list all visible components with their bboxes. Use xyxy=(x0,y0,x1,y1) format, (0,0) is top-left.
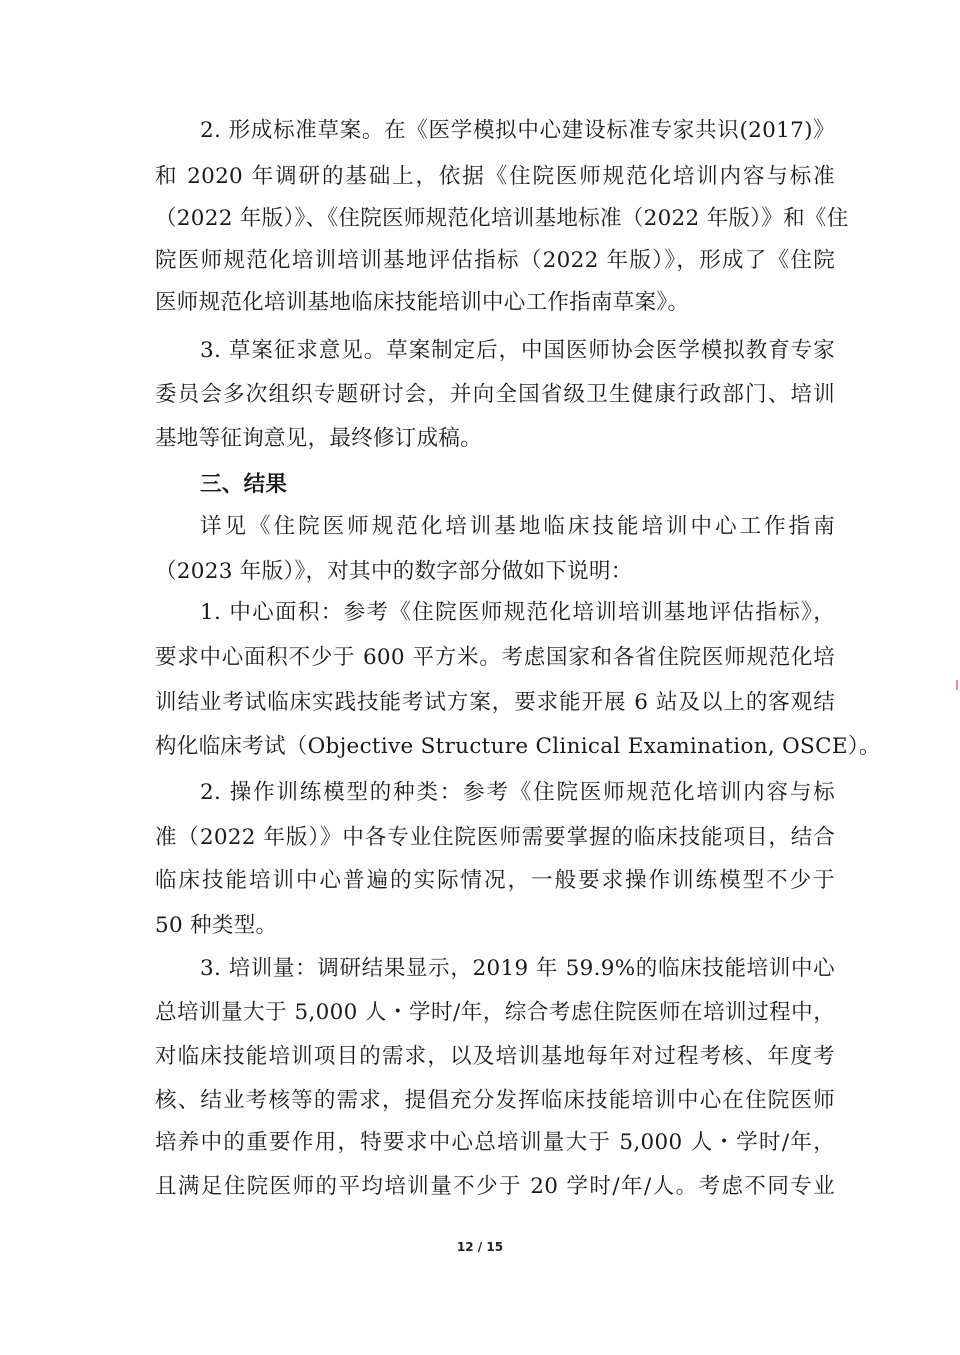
paragraph-line: 委员会多次组织专题研讨会，并向全国省级卫生健康行政部门、培训 xyxy=(155,382,835,407)
paragraph-line: 院医师规范化培训培训基地评估指标（2022 年版）》，形成了《住院 xyxy=(155,248,835,273)
paragraph-line: 对临床技能培训项目的需求，以及培训基地每年对过程考核、年度考 xyxy=(155,1044,835,1069)
paragraph-line: 1. 中心面积：参考《住院医师规范化培训培训基地评估指标》， xyxy=(200,600,835,625)
page-number: 12 / 15 xyxy=(456,1240,504,1254)
paragraph-line: 准（2022 年版）》中各专业住院医师需要掌握的临床技能项目，结合 xyxy=(155,825,835,850)
section-heading: 三、结果 xyxy=(200,472,288,497)
paragraph-line: （2023 年版）》，对其中的数字部分做如下说明： xyxy=(155,559,633,584)
paragraph-line: 核、结业考核等的需求，提倡充分发挥临床技能培训中心在住院医师 xyxy=(155,1088,835,1113)
paragraph-line: 3. 培训量：调研结果显示，2019 年 59.9%的临床技能培训中心 xyxy=(200,956,835,981)
paragraph-line: 3. 草案征求意见。草案制定后，中国医师协会医学模拟教育专家 xyxy=(200,338,835,363)
paragraph-line: 构化临床考试（Objective Structure Clinical Examination, OSCE）。 xyxy=(155,734,881,759)
paragraph-line: 2. 形成标准草案。在《医学模拟中心建设标准专家共识(2017)》 xyxy=(200,118,835,143)
paragraph-line: 临床技能培训中心普遍的实际情况，一般要求操作训练模型不少于 xyxy=(155,868,835,893)
paragraph-line: 基地等征询意见，最终修订成稿。 xyxy=(155,426,483,451)
paragraph-line: 医师规范化培训基地临床技能培训中心工作指南草案》。 xyxy=(155,290,690,315)
paragraph-line: 总培训量大于 5,000 人・学时/年，综合考虑住院医师在培训过程中， xyxy=(155,1000,835,1025)
paragraph-line: 详见《住院医师规范化培训基地临床技能培训中心工作指南 xyxy=(200,514,835,539)
paragraph-line: 2. 操作训练模型的种类：参考《住院医师规范化培训内容与标 xyxy=(200,780,835,805)
paragraph-line: 和 2020 年调研的基础上，依据《住院医师规范化培训内容与标准 xyxy=(155,164,835,189)
paragraph-line: 且满足住院医师的平均培训量不少于 20 学时/年/人。考虑不同专业 xyxy=(155,1174,835,1199)
paragraph-line: 培养中的重要作用，特要求中心总培训量大于 5,000 人・学时/年， xyxy=(155,1130,835,1155)
paragraph-line: 要求中心面积不少于 600 平方米。考虑国家和各省住院医师规范化培 xyxy=(155,645,835,670)
paragraph-line: 50 种类型。 xyxy=(155,913,278,938)
paragraph-line: （2022 年版）》、《住院医师规范化培训基地标准（2022 年版）》和《住 xyxy=(155,206,849,231)
scan-mark xyxy=(956,680,958,690)
paragraph-line: 训结业考试临床实践技能考试方案，要求能开展 6 站及以上的客观结 xyxy=(155,690,835,715)
